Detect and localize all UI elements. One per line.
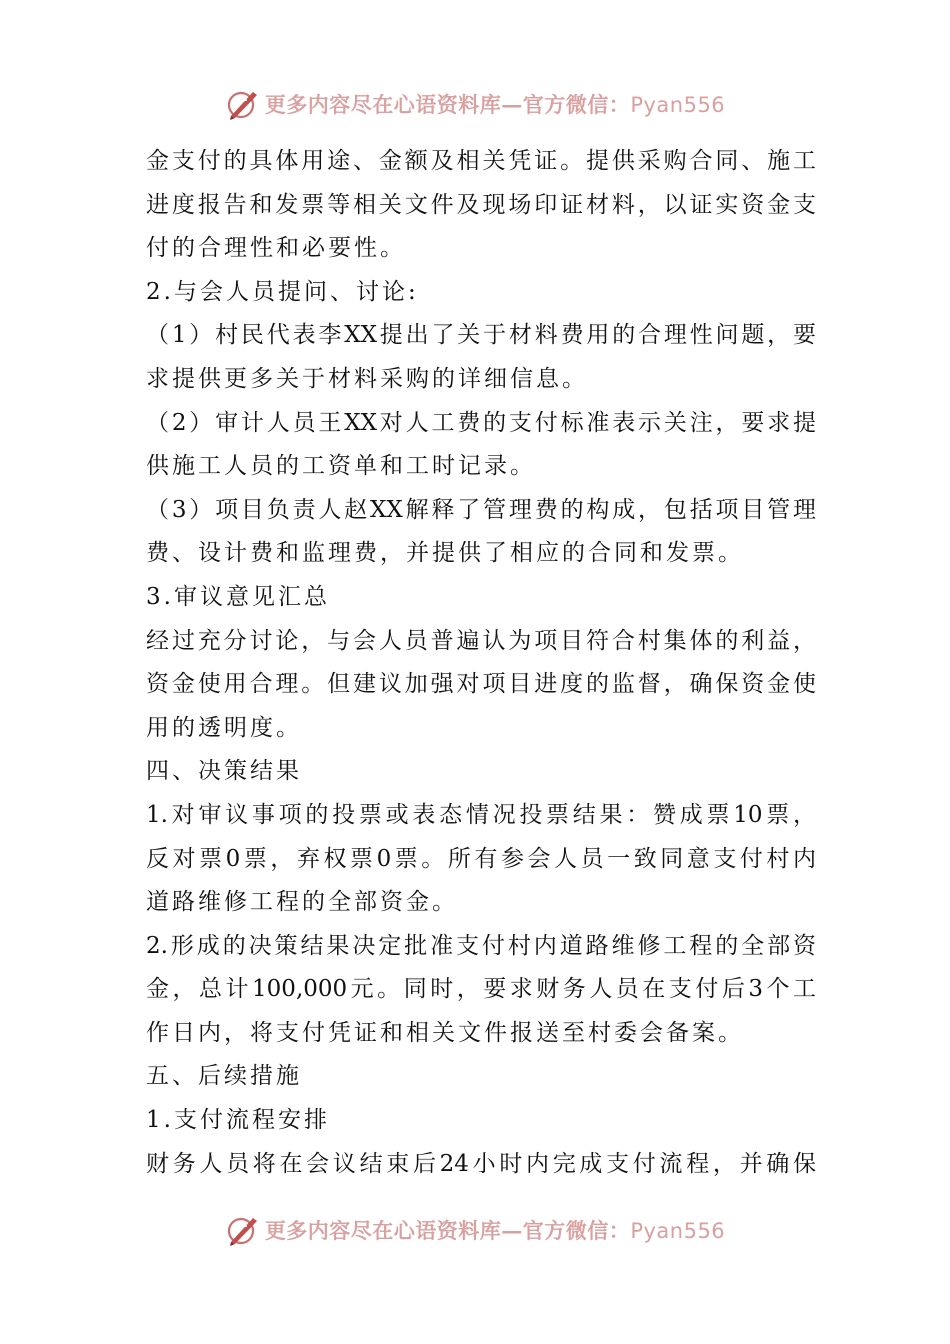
text-line: 作日内，将支付凭证和相关文件报送至村委会备案。: [146, 1019, 744, 1046]
text-line: 金支付的具体用途、金额及相关凭证。提供采购合同、施工: [146, 148, 816, 174]
text-line: 经过充分讨论，与会人员普遍认为项目符合村集体的利益，: [146, 627, 816, 654]
text-line: 四、决策结果: [146, 758, 302, 785]
text-line: 求提供更多关于材料采购的详细信息。: [146, 365, 588, 392]
text-line: 用的透明度。: [146, 714, 302, 741]
banner-text: 更多内容尽在心语资料库—官方微信：Pyan556: [264, 92, 726, 117]
document-body: [146, 140, 816, 1186]
text-line: 五、后续措施: [146, 1063, 302, 1090]
text-line: 2.形成的决策结果决定批准支付村内道路维修工程的全部资: [146, 932, 816, 959]
text-line: （1）村民代表李XX提出了关于材料费用的合理性问题，要: [146, 322, 816, 349]
header-banner: [0, 82, 950, 126]
banner-text: 更多内容尽在心语资料库—官方微信：Pyan556: [264, 1218, 726, 1243]
text-line: 费、设计费和监理费，并提供了相应的合同和发票。: [146, 540, 744, 567]
text-line: （2）审计人员王XX对人工费的支付标准表示关注，要求提: [146, 409, 816, 436]
pen-circle-icon: [225, 1212, 261, 1248]
text-line: 2.与会人员提问、讨论:: [146, 278, 419, 305]
text-line: 财务人员将在会议结束后24小时内完成支付流程，并确保: [146, 1150, 816, 1177]
text-line: 进度报告和发票等相关文件及现场印证材料，以证实资金支: [146, 191, 816, 218]
text-line: 1.支付流程安排: [146, 1107, 330, 1134]
text-line: 供施工人员的工资单和工时记录。: [146, 453, 536, 480]
footer-banner: [0, 1208, 950, 1252]
text-line: （3）项目负责人赵XX解释了管理费的构成，包括项目管理: [146, 496, 816, 523]
text-line: 反对票0票，弃权票0票。所有参会人员一致同意支付村内: [146, 845, 816, 872]
text-line: 金，总计100,000元。同时，要求财务人员在支付后3个工: [146, 976, 816, 1003]
pen-circle-icon: [225, 86, 261, 122]
text-line: 3.审议意见汇总: [146, 583, 330, 610]
text-line: 1.对审议事项的投票或表态情况投票结果：赞成票10票，: [146, 801, 816, 828]
text-line: 付的合理性和必要性。: [146, 235, 406, 262]
text-line: 道路维修工程的全部资金。: [146, 889, 458, 916]
text-line: 资金使用合理。但建议加强对项目进度的监督，确保资金使: [146, 671, 816, 698]
